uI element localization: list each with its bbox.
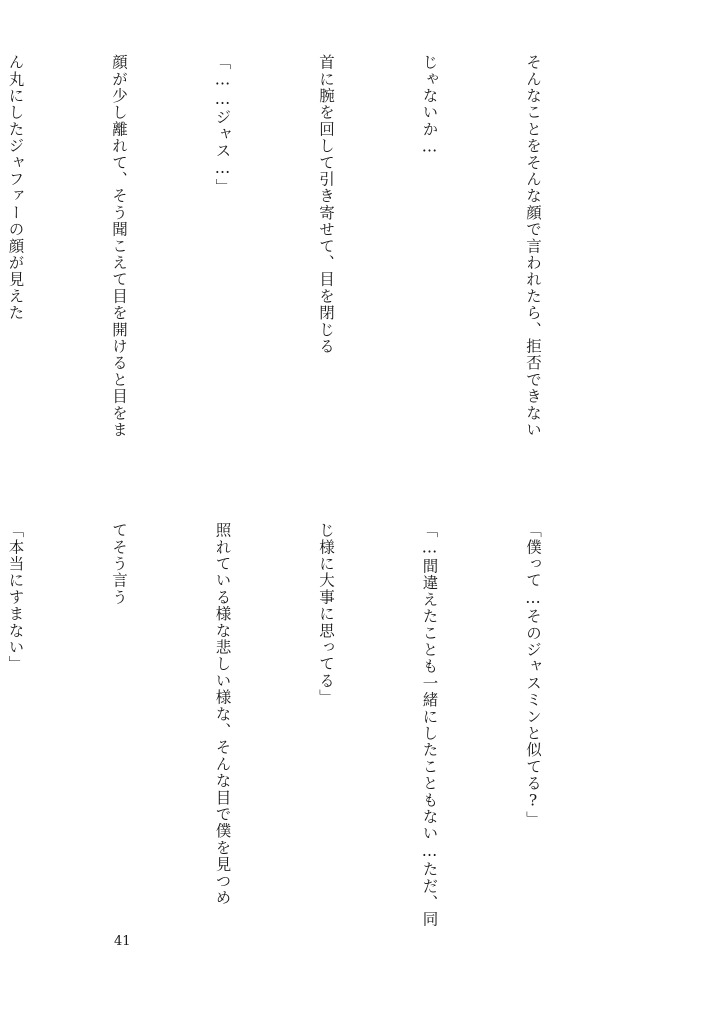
- text-line: 「僕って…そのジャスミンと似てる?」: [524, 522, 542, 828]
- text-line: ん丸にしたジャファーの顔が見えた: [6, 54, 25, 322]
- page-number: 41: [114, 934, 131, 949]
- text-line: てそう言う: [110, 522, 128, 606]
- lower-text-block: [6, 522, 619, 928]
- text-line: 「本当にすまない」: [6, 522, 25, 673]
- text-line: 顔が少し離れて、そう聞こえて目を開けると目をま: [110, 54, 128, 439]
- text-line: 照れている様な悲しい様な、そんな目で僕を見つめ: [213, 522, 232, 907]
- upper-text-block: [6, 54, 619, 484]
- text-line: 「……ジャス…」: [213, 54, 232, 196]
- text-line: そんなことをそんな顔で言われたら、拒否できない: [524, 54, 542, 439]
- text-line: じ様に大事に思ってる」: [317, 522, 335, 706]
- text-line: 「…間違えたことも一緒にしたこともない…ただ、同: [420, 522, 439, 928]
- text-line: じゃないか…: [420, 54, 439, 157]
- text-line: 首に腕を回して引き寄せて、目を閉じる: [317, 54, 335, 355]
